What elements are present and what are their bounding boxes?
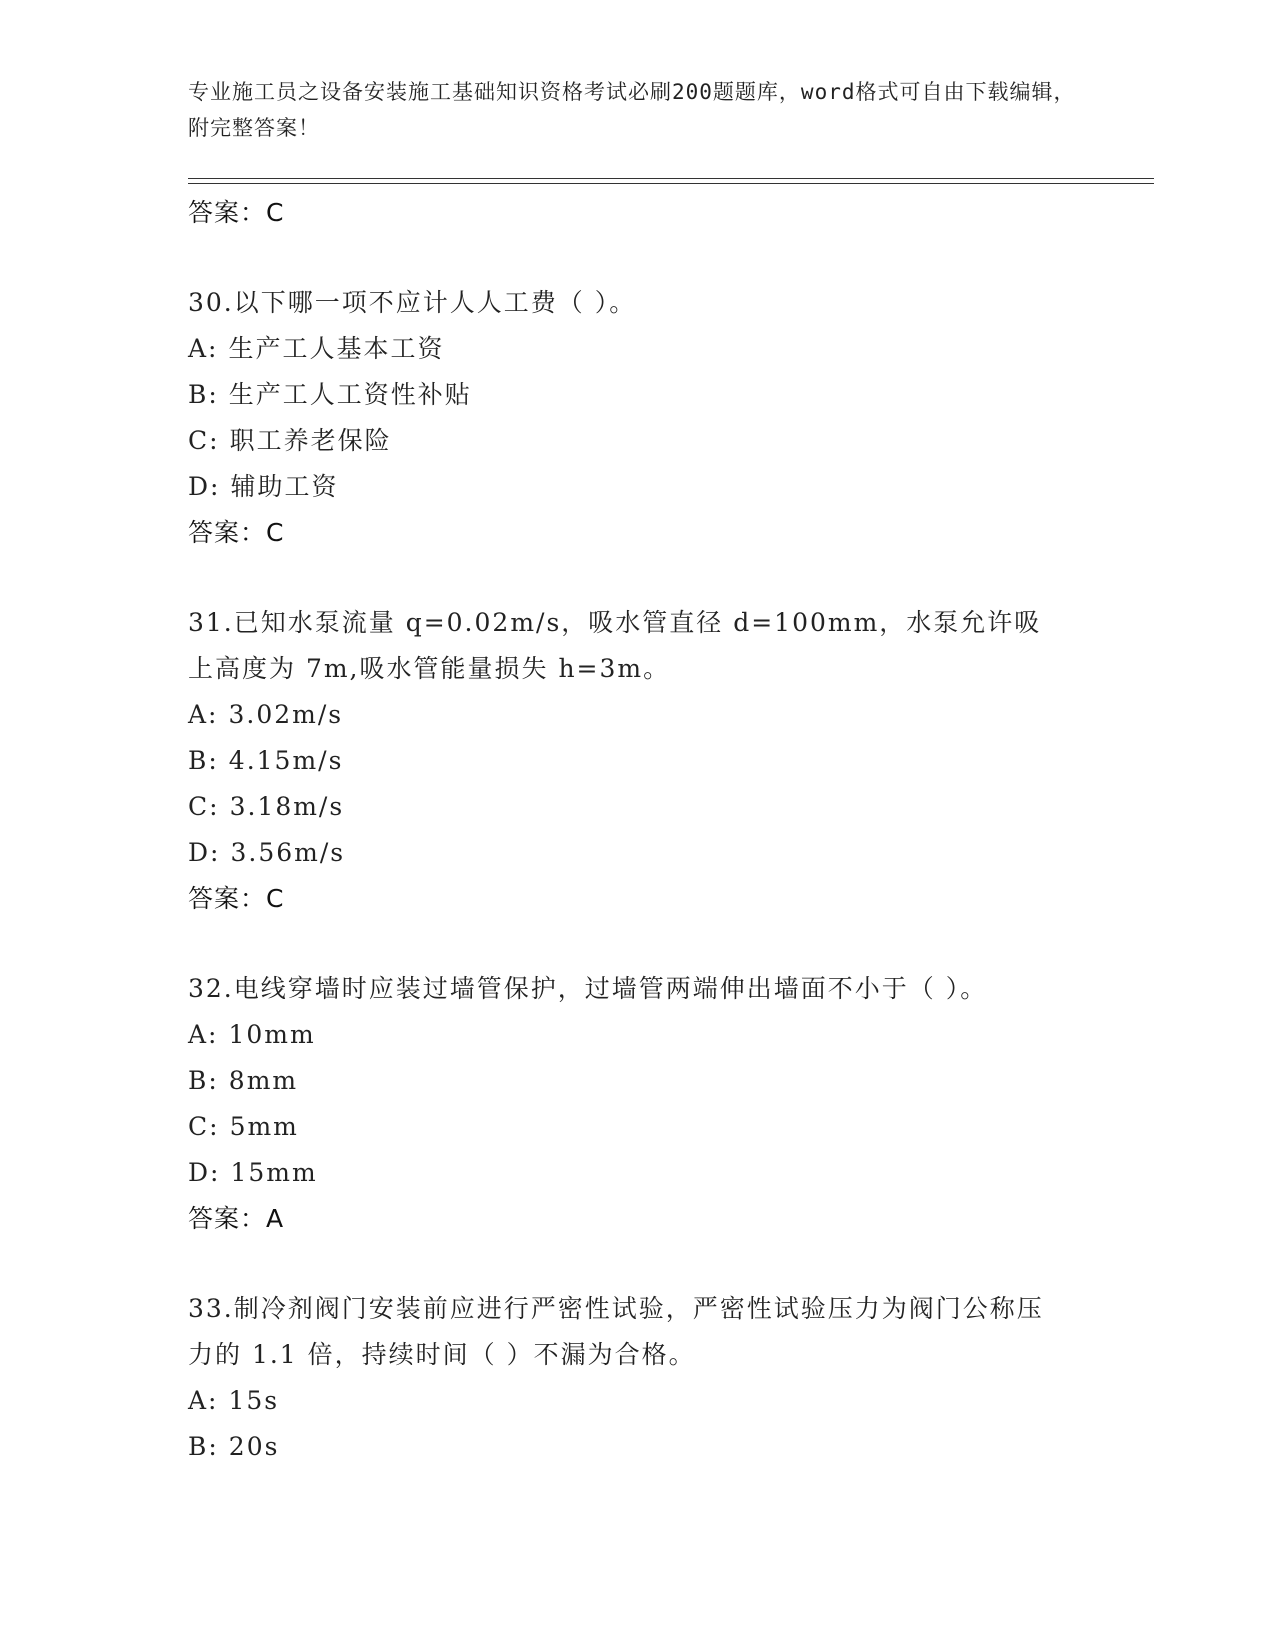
- option-b: [188, 1424, 1088, 1470]
- question-block: [188, 966, 1088, 1242]
- option-key: B:: [188, 1066, 219, 1095]
- option-text: 15s: [228, 1386, 280, 1415]
- option-key: C:: [188, 792, 220, 821]
- header-rule-top: [188, 178, 1154, 179]
- header-rule-bottom: [188, 183, 1154, 184]
- question-block: [188, 280, 1088, 556]
- option-d: [188, 464, 1088, 510]
- question-list: [188, 190, 1088, 1470]
- option-key: D:: [188, 838, 221, 867]
- option-key: A:: [188, 1020, 219, 1049]
- option-text: 职工养老保险: [229, 426, 392, 455]
- question-stem: 30.以下哪一项不应计人人工费（ ）。: [188, 288, 637, 317]
- answer-line: 答案：C: [188, 198, 285, 227]
- option-text: 15mm: [230, 1158, 318, 1187]
- option-text: 5mm: [229, 1112, 299, 1141]
- option-key: B:: [188, 746, 219, 775]
- option-key: A:: [188, 334, 219, 363]
- option-text: 4.15m/s: [228, 746, 344, 775]
- option-a: [188, 1012, 1088, 1058]
- option-text: 3.56m/s: [230, 838, 346, 867]
- option-key: B:: [188, 380, 219, 409]
- option-c: [188, 1104, 1088, 1150]
- option-b: [188, 738, 1088, 784]
- question-stem: 32.电线穿墙时应装过墙管保护，过墙管两端伸出墙面不小于（ ）。: [188, 974, 988, 1003]
- spacer: [188, 922, 1088, 966]
- question-block: [188, 600, 1088, 922]
- option-d: [188, 1150, 1088, 1196]
- option-text: 10mm: [228, 1020, 316, 1049]
- option-key: C:: [188, 1112, 220, 1141]
- option-key: D:: [188, 472, 221, 501]
- option-text: 3.18m/s: [229, 792, 345, 821]
- option-a: [188, 326, 1088, 372]
- option-d: [188, 830, 1088, 876]
- answer-line: 答案：C: [188, 884, 285, 913]
- question-stem: 33.制冷剂阀门安装前应进行严密性试验，严密性试验压力为阀门公称压力的 1.1 倍，持续时间（ ）不漏为合格。: [188, 1294, 1044, 1369]
- spacer: [188, 236, 1088, 280]
- option-text: 生产工人工资性补贴: [228, 380, 472, 409]
- option-key: A:: [188, 1386, 219, 1415]
- answer-line: 答案：A: [188, 1204, 285, 1233]
- option-text: 8mm: [228, 1066, 299, 1095]
- question-stem: 31.已知水泵流量 q=0.02m/s，吸水管直径 d=100mm，水泵允许吸上高度为 7m,吸水管能量损失 h=3m。: [188, 608, 1042, 683]
- option-key: B:: [188, 1432, 219, 1461]
- option-text: 生产工人基本工资: [228, 334, 445, 363]
- question-block: [188, 1286, 1088, 1470]
- document-header: 专业施工员之设备安装施工基础知识资格考试必刷200题题库，word格式可自由下载编辑，附完整答案！: [188, 80, 1076, 140]
- option-c: [188, 418, 1088, 464]
- option-key: C:: [188, 426, 220, 455]
- option-text: 20s: [228, 1432, 280, 1461]
- option-c: [188, 784, 1088, 830]
- option-a: [188, 692, 1088, 738]
- spacer: [188, 556, 1088, 600]
- option-text: 3.02m/s: [228, 700, 344, 729]
- option-key: D:: [188, 1158, 221, 1187]
- answer-line: 答案：C: [188, 518, 285, 547]
- option-text: 辅助工资: [230, 472, 339, 501]
- option-a: [188, 1378, 1088, 1424]
- option-b: [188, 1058, 1088, 1104]
- spacer: [188, 1242, 1088, 1286]
- option-b: [188, 372, 1088, 418]
- option-key: A:: [188, 700, 219, 729]
